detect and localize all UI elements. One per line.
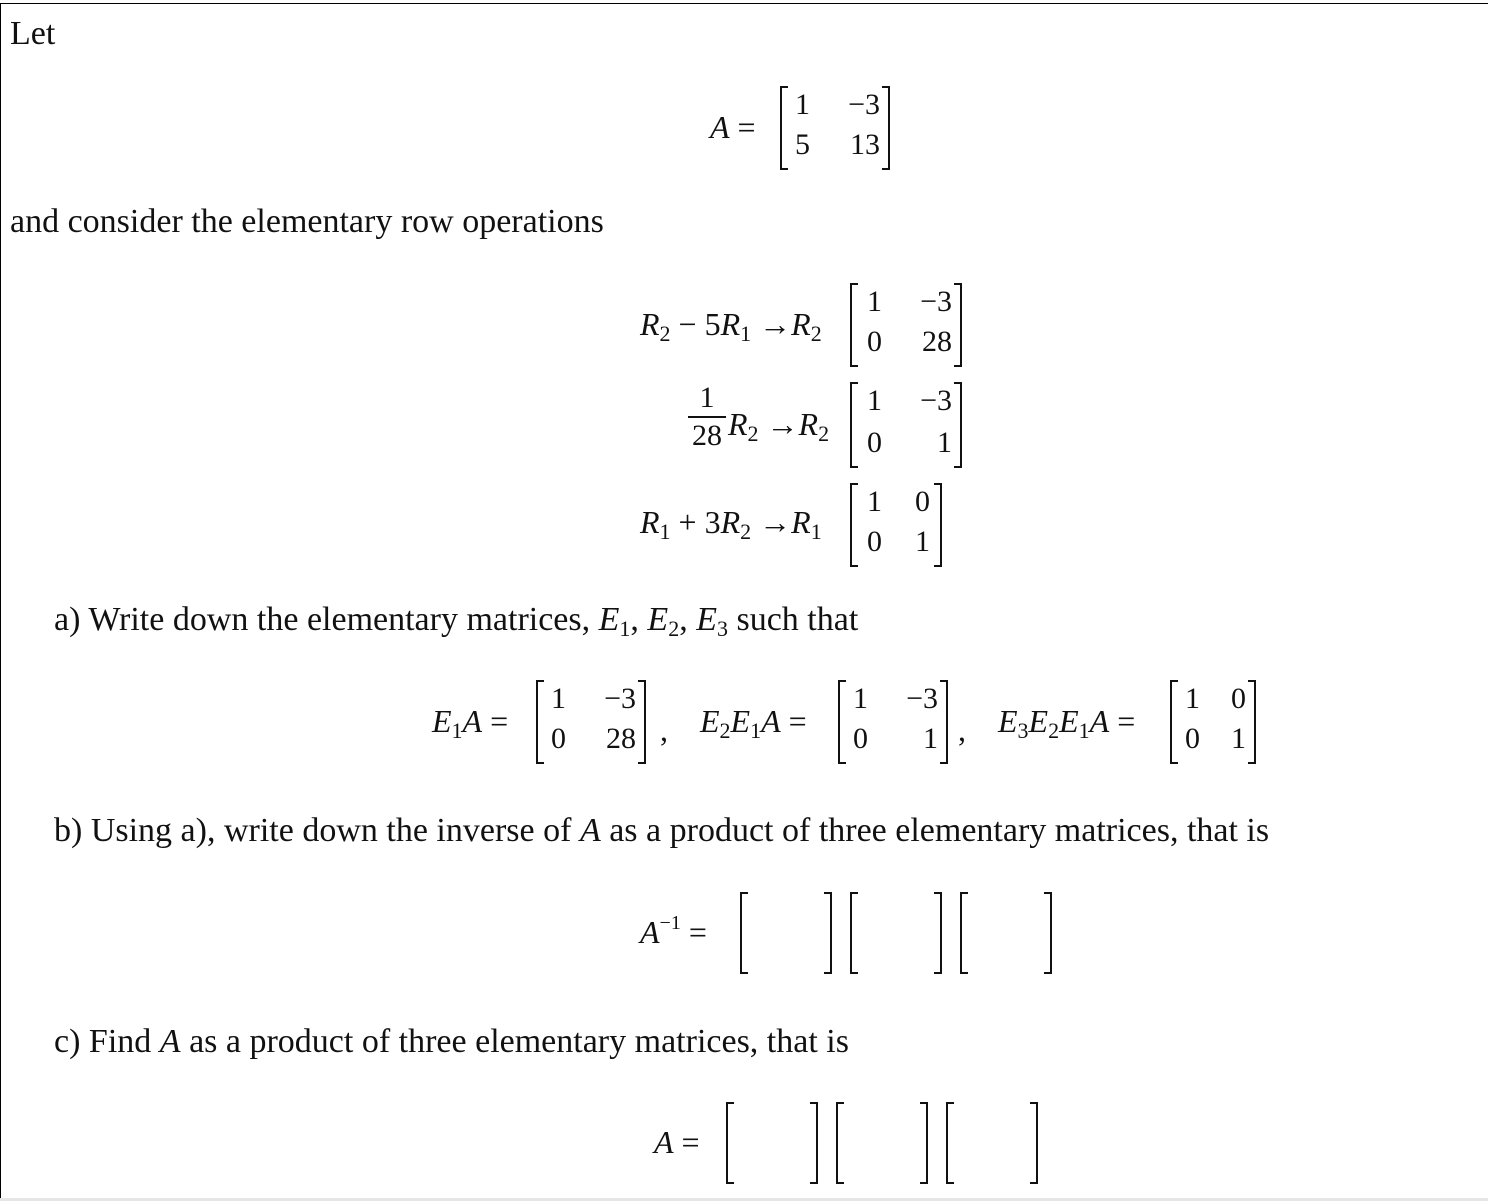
right-bracket bbox=[638, 680, 646, 764]
matrix-cell: 28 bbox=[606, 722, 636, 755]
matrix-cell: 1 bbox=[795, 88, 810, 121]
blank-matrix-3-left-bracket bbox=[960, 892, 968, 974]
matrix-cell: 13 bbox=[850, 128, 880, 161]
blank-matrix-1-right-bracket bbox=[810, 1102, 818, 1184]
left-bracket bbox=[850, 283, 858, 367]
blank-matrix-3-left-bracket bbox=[946, 1102, 954, 1184]
fraction-bar bbox=[688, 416, 726, 418]
operation-2-fraction bbox=[688, 382, 726, 452]
matrix-cell: 5 bbox=[795, 128, 810, 161]
part-a-marker: a) bbox=[54, 601, 81, 638]
blank-matrix-2-left-bracket bbox=[850, 892, 858, 974]
right-bracket bbox=[1248, 680, 1256, 764]
left-bracket bbox=[1170, 680, 1178, 764]
blank-matrix-1-left-bracket bbox=[740, 892, 748, 974]
part-a-eq-1-lhs: $E_1A$ = bbox=[432, 703, 509, 743]
matrix-cell: 1 bbox=[551, 682, 566, 715]
matrix-cell: 1 bbox=[915, 525, 930, 558]
blank-matrix-3-right-bracket bbox=[1030, 1102, 1038, 1184]
blank-matrix-2-right-bracket bbox=[934, 892, 942, 974]
part-a-eq-2-separator: , bbox=[958, 712, 966, 748]
matrix-cell: 1 bbox=[1185, 682, 1200, 715]
operation-2-lhs: $R_2 \to R_2$ bbox=[728, 406, 830, 446]
blank-matrix-3-right-bracket bbox=[1044, 892, 1052, 974]
frame-top-border bbox=[0, 3, 1488, 4]
matrix-cell: −3 bbox=[604, 682, 636, 715]
matrix-cell: 1 bbox=[867, 285, 882, 318]
matrix-cell: 0 bbox=[853, 722, 868, 755]
matrix-cell: 0 bbox=[915, 485, 930, 518]
matrix-cell: −3 bbox=[920, 384, 952, 417]
frame-bottom-border bbox=[0, 1198, 1488, 1201]
part-c-marker: c) bbox=[54, 1023, 81, 1060]
matrix-cell: 1 bbox=[923, 722, 938, 755]
left-bracket bbox=[850, 483, 858, 567]
blank-matrix-2-right-bracket bbox=[920, 1102, 928, 1184]
matrix-cell: 0 bbox=[867, 325, 882, 358]
right-bracket bbox=[954, 283, 962, 367]
part-c-prompt: c) Find A as a product of three elementary matrices, that is bbox=[54, 1023, 849, 1060]
matrix-cell: 0 bbox=[1231, 682, 1246, 715]
matrix-cell: 0 bbox=[867, 525, 882, 558]
matrix-cell: 1 bbox=[937, 426, 952, 459]
equals-sign: = bbox=[737, 109, 756, 145]
matrix-cell: 1 bbox=[867, 384, 882, 417]
matrix-cell: 28 bbox=[922, 325, 952, 358]
right-bracket bbox=[940, 680, 948, 764]
operation-3-lhs: $R_1 + 3R_2 \to R_1$ bbox=[640, 504, 822, 544]
matrix-cell: −3 bbox=[848, 88, 880, 121]
right-bracket bbox=[882, 86, 890, 170]
fraction-numerator: 1 bbox=[699, 381, 715, 414]
part-c-lhs: A = bbox=[654, 1124, 700, 1160]
part-b-prompt: b) Using a), write down the inverse of A as a product of three elementary matrices, that is bbox=[54, 812, 1270, 849]
matrix-cell: 1 bbox=[867, 485, 882, 518]
matrix-cell: 1 bbox=[853, 682, 868, 715]
part-b-lhs: $A^{-1}$ = bbox=[640, 912, 707, 950]
matrix-cell: −3 bbox=[906, 682, 938, 715]
part-a-eq-3-lhs: $E_3E_2E_1A$ = bbox=[998, 703, 1136, 743]
part-a-eq-1-separator: , bbox=[660, 712, 668, 748]
blank-matrix-1-left-bracket bbox=[726, 1102, 734, 1184]
left-bracket bbox=[536, 680, 544, 764]
right-bracket bbox=[954, 382, 962, 468]
operation-1-lhs: $R_2 - 5R_1 \to R_2$ bbox=[640, 306, 822, 346]
matrix-a-symbol: A bbox=[710, 109, 730, 145]
part-b-marker: b) bbox=[54, 812, 83, 849]
blank-matrix-2-left-bracket bbox=[836, 1102, 844, 1184]
fraction-denominator: 28 bbox=[692, 419, 722, 452]
blank-matrix-1-right-bracket bbox=[824, 892, 832, 974]
matrix-cell: 0 bbox=[551, 722, 566, 755]
matrix-cell: −3 bbox=[920, 285, 952, 318]
left-bracket bbox=[850, 382, 858, 468]
matrix-a-label bbox=[710, 109, 756, 145]
left-bracket bbox=[780, 86, 788, 170]
left-bracket bbox=[838, 680, 846, 764]
part-a-eq-2-lhs: $E_2E_1A$ = bbox=[700, 703, 807, 743]
frame-left-border bbox=[0, 3, 1, 1199]
matrix-cell: 1 bbox=[1231, 722, 1246, 755]
right-bracket bbox=[934, 483, 942, 567]
intro-consider: and consider the elementary row operations bbox=[10, 203, 604, 240]
part-a-prompt: a) Write down the elementary matrices, $E_1$, $E_2$, $E_3$ such that bbox=[54, 601, 859, 641]
matrix-cell: 0 bbox=[867, 426, 882, 459]
intro-let: Let bbox=[10, 15, 56, 52]
matrix-cell: 0 bbox=[1185, 722, 1200, 755]
